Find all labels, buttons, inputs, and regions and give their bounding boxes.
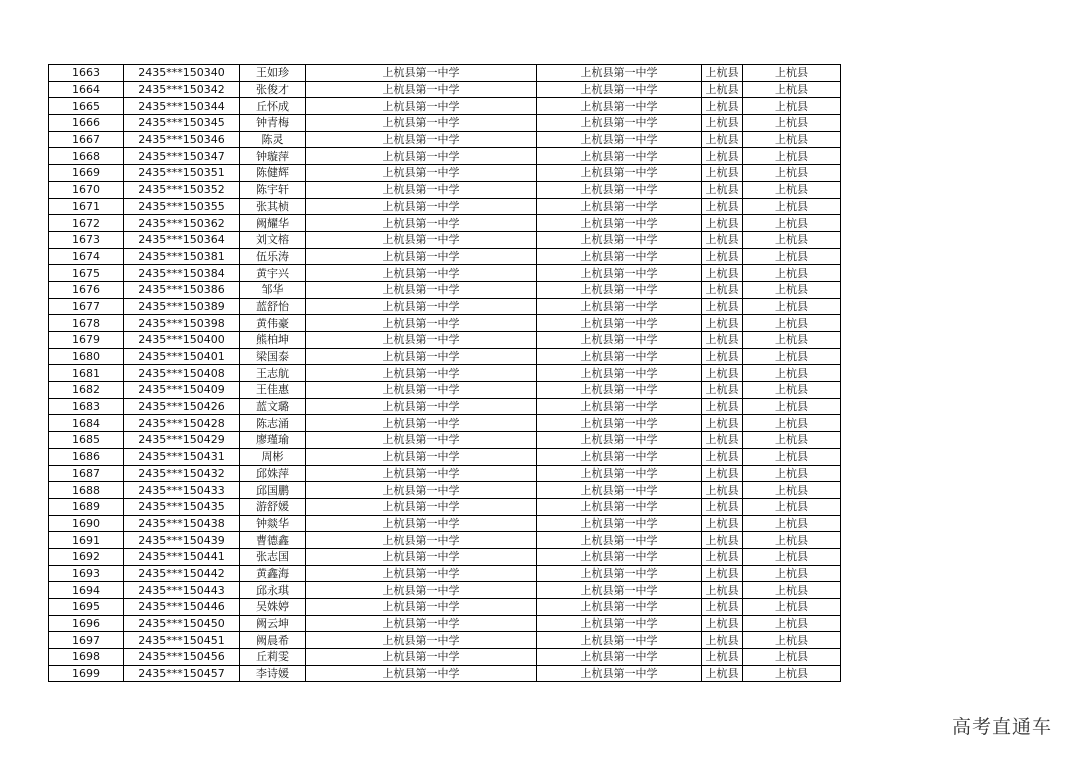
exam-id-cell: 2435***150446 [124,599,240,616]
seq-cell: 1686 [49,448,124,465]
exam-id-cell: 2435***150409 [124,382,240,399]
admission-school-cell: 上杭县第一中学 [537,599,702,616]
name-cell: 蓝舒怡 [240,298,306,315]
admission-school-cell: 上杭县第一中学 [537,465,702,482]
table-row [49,649,841,666]
name-cell: 钟燚华 [240,515,306,532]
county-cell: 上杭县 [702,165,743,182]
name-cell: 张俊才 [240,81,306,98]
county-cell: 上杭县 [702,548,743,565]
county-cell: 上杭县 [702,281,743,298]
admission-school-cell: 上杭县第一中学 [537,81,702,98]
region-cell: 上杭县 [743,248,841,265]
school-cell: 上杭县第一中学 [306,548,537,565]
county-cell: 上杭县 [702,565,743,582]
region-cell: 上杭县 [743,432,841,449]
admission-school-cell: 上杭县第一中学 [537,532,702,549]
table-row [49,98,841,115]
table-row [49,298,841,315]
table-row [49,65,841,82]
name-cell: 伍乐涛 [240,248,306,265]
table-row [49,448,841,465]
admission-school-cell: 上杭县第一中学 [537,365,702,382]
table-row [49,482,841,499]
name-cell: 张其桢 [240,198,306,215]
admission-school-cell: 上杭县第一中学 [537,148,702,165]
table-row [49,332,841,349]
table-row [49,665,841,682]
name-cell: 陈志涌 [240,415,306,432]
name-cell: 阙云坤 [240,615,306,632]
seq-cell: 1668 [49,148,124,165]
name-cell: 陈健辉 [240,165,306,182]
admission-school-cell: 上杭县第一中学 [537,582,702,599]
exam-id-cell: 2435***150441 [124,548,240,565]
name-cell: 黄宇兴 [240,265,306,282]
county-cell: 上杭县 [702,332,743,349]
admission-school-cell: 上杭县第一中学 [537,131,702,148]
school-cell: 上杭县第一中学 [306,665,537,682]
county-cell: 上杭县 [702,65,743,82]
county-cell: 上杭县 [702,382,743,399]
exam-id-cell: 2435***150381 [124,248,240,265]
table-row [49,215,841,232]
table-row [49,398,841,415]
exam-id-cell: 2435***150384 [124,265,240,282]
name-cell: 钟青梅 [240,115,306,132]
table-row [49,248,841,265]
exam-id-cell: 2435***150450 [124,615,240,632]
admission-school-cell: 上杭县第一中学 [537,281,702,298]
seq-cell: 1688 [49,482,124,499]
region-cell: 上杭县 [743,532,841,549]
region-cell: 上杭县 [743,115,841,132]
region-cell: 上杭县 [743,65,841,82]
school-cell: 上杭县第一中学 [306,148,537,165]
school-cell: 上杭县第一中学 [306,215,537,232]
admission-school-cell: 上杭县第一中学 [537,265,702,282]
exam-id-cell: 2435***150442 [124,565,240,582]
school-cell: 上杭县第一中学 [306,248,537,265]
table-row [49,582,841,599]
exam-id-cell: 2435***150389 [124,298,240,315]
admission-school-cell: 上杭县第一中学 [537,332,702,349]
region-cell: 上杭县 [743,165,841,182]
county-cell: 上杭县 [702,365,743,382]
name-cell: 廖瑾瑜 [240,432,306,449]
table-row [49,148,841,165]
seq-cell: 1681 [49,365,124,382]
name-cell: 梁国泰 [240,348,306,365]
exam-id-cell: 2435***150342 [124,81,240,98]
exam-id-cell: 2435***150426 [124,398,240,415]
name-cell: 张志国 [240,548,306,565]
county-cell: 上杭县 [702,498,743,515]
county-cell: 上杭县 [702,615,743,632]
admission-school-cell: 上杭县第一中学 [537,115,702,132]
name-cell: 丘莉雯 [240,649,306,666]
table-row [49,498,841,515]
region-cell: 上杭县 [743,615,841,632]
table-row [49,432,841,449]
table-row [49,415,841,432]
table-row [49,615,841,632]
school-cell: 上杭县第一中学 [306,448,537,465]
name-cell: 丘怀成 [240,98,306,115]
exam-id-cell: 2435***150351 [124,165,240,182]
region-cell: 上杭县 [743,181,841,198]
admission-school-cell: 上杭县第一中学 [537,665,702,682]
admission-school-cell: 上杭县第一中学 [537,65,702,82]
exam-id-cell: 2435***150386 [124,281,240,298]
school-cell: 上杭县第一中学 [306,198,537,215]
region-cell: 上杭县 [743,265,841,282]
county-cell: 上杭县 [702,248,743,265]
table-row [49,81,841,98]
seq-cell: 1695 [49,599,124,616]
admission-school-cell: 上杭县第一中学 [537,298,702,315]
exam-id-cell: 2435***150345 [124,115,240,132]
school-cell: 上杭县第一中学 [306,632,537,649]
county-cell: 上杭县 [702,515,743,532]
school-cell: 上杭县第一中学 [306,98,537,115]
region-cell: 上杭县 [743,565,841,582]
region-cell: 上杭县 [743,482,841,499]
roster-body [49,65,841,682]
roster-table [48,64,841,682]
name-cell: 阙耀华 [240,215,306,232]
seq-cell: 1672 [49,215,124,232]
seq-cell: 1696 [49,615,124,632]
table-row [49,231,841,248]
county-cell: 上杭县 [702,131,743,148]
seq-cell: 1691 [49,532,124,549]
name-cell: 钟璇萍 [240,148,306,165]
table-row [49,198,841,215]
school-cell: 上杭县第一中学 [306,582,537,599]
school-cell: 上杭县第一中学 [306,281,537,298]
county-cell: 上杭县 [702,298,743,315]
seq-cell: 1683 [49,398,124,415]
seq-cell: 1687 [49,465,124,482]
seq-cell: 1666 [49,115,124,132]
table-row [49,315,841,332]
school-cell: 上杭县第一中学 [306,65,537,82]
county-cell: 上杭县 [702,632,743,649]
table-row [49,632,841,649]
region-cell: 上杭县 [743,398,841,415]
seq-cell: 1675 [49,265,124,282]
seq-cell: 1679 [49,332,124,349]
school-cell: 上杭县第一中学 [306,348,537,365]
admission-school-cell: 上杭县第一中学 [537,615,702,632]
table-row [49,515,841,532]
school-cell: 上杭县第一中学 [306,482,537,499]
seq-cell: 1677 [49,298,124,315]
school-cell: 上杭县第一中学 [306,181,537,198]
seq-cell: 1676 [49,281,124,298]
name-cell: 陈宇轩 [240,181,306,198]
school-cell: 上杭县第一中学 [306,398,537,415]
school-cell: 上杭县第一中学 [306,465,537,482]
region-cell: 上杭县 [743,98,841,115]
exam-id-cell: 2435***150431 [124,448,240,465]
admission-school-cell: 上杭县第一中学 [537,398,702,415]
seq-cell: 1674 [49,248,124,265]
name-cell: 邹华 [240,281,306,298]
exam-id-cell: 2435***150439 [124,532,240,549]
school-cell: 上杭县第一中学 [306,265,537,282]
table-row [49,115,841,132]
region-cell: 上杭县 [743,231,841,248]
exam-id-cell: 2435***150443 [124,582,240,599]
county-cell: 上杭县 [702,115,743,132]
county-cell: 上杭县 [702,231,743,248]
county-cell: 上杭县 [702,315,743,332]
school-cell: 上杭县第一中学 [306,81,537,98]
table-row [49,348,841,365]
county-cell: 上杭县 [702,415,743,432]
exam-id-cell: 2435***150362 [124,215,240,232]
admission-school-cell: 上杭县第一中学 [537,482,702,499]
name-cell: 王如珍 [240,65,306,82]
exam-id-cell: 2435***150340 [124,65,240,82]
name-cell: 周彬 [240,448,306,465]
exam-id-cell: 2435***150451 [124,632,240,649]
admission-school-cell: 上杭县第一中学 [537,448,702,465]
exam-id-cell: 2435***150346 [124,131,240,148]
exam-id-cell: 2435***150438 [124,515,240,532]
exam-id-cell: 2435***150433 [124,482,240,499]
seq-cell: 1684 [49,415,124,432]
seq-cell: 1682 [49,382,124,399]
seq-cell: 1663 [49,65,124,82]
county-cell: 上杭县 [702,482,743,499]
seq-cell: 1699 [49,665,124,682]
name-cell: 曹德鑫 [240,532,306,549]
school-cell: 上杭县第一中学 [306,131,537,148]
seq-cell: 1693 [49,565,124,582]
school-cell: 上杭县第一中学 [306,649,537,666]
exam-id-cell: 2435***150457 [124,665,240,682]
name-cell: 熊柏坤 [240,332,306,349]
exam-id-cell: 2435***150352 [124,181,240,198]
name-cell: 王佳惠 [240,382,306,399]
seq-cell: 1692 [49,548,124,565]
region-cell: 上杭县 [743,465,841,482]
region-cell: 上杭县 [743,215,841,232]
county-cell: 上杭县 [702,532,743,549]
name-cell: 阙晨希 [240,632,306,649]
region-cell: 上杭县 [743,582,841,599]
region-cell: 上杭县 [743,298,841,315]
admission-school-cell: 上杭县第一中学 [537,215,702,232]
exam-id-cell: 2435***150355 [124,198,240,215]
exam-id-cell: 2435***150408 [124,365,240,382]
seq-cell: 1665 [49,98,124,115]
exam-id-cell: 2435***150401 [124,348,240,365]
seq-cell: 1670 [49,181,124,198]
admission-school-cell: 上杭县第一中学 [537,382,702,399]
school-cell: 上杭县第一中学 [306,115,537,132]
exam-id-cell: 2435***150398 [124,315,240,332]
region-cell: 上杭县 [743,348,841,365]
county-cell: 上杭县 [702,215,743,232]
name-cell: 刘文榕 [240,231,306,248]
region-cell: 上杭县 [743,548,841,565]
county-cell: 上杭县 [702,265,743,282]
seq-cell: 1667 [49,131,124,148]
county-cell: 上杭县 [702,81,743,98]
seq-cell: 1689 [49,498,124,515]
region-cell: 上杭县 [743,599,841,616]
county-cell: 上杭县 [702,665,743,682]
county-cell: 上杭县 [702,465,743,482]
watermark-text: 高考直通车 [951,716,1052,738]
exam-id-cell: 2435***150456 [124,649,240,666]
seq-cell: 1685 [49,432,124,449]
table-row [49,465,841,482]
name-cell: 王志航 [240,365,306,382]
admission-school-cell: 上杭县第一中学 [537,165,702,182]
admission-school-cell: 上杭县第一中学 [537,231,702,248]
region-cell: 上杭县 [743,665,841,682]
county-cell: 上杭县 [702,98,743,115]
table-row [49,281,841,298]
region-cell: 上杭县 [743,131,841,148]
exam-id-cell: 2435***150347 [124,148,240,165]
region-cell: 上杭县 [743,415,841,432]
admission-school-cell: 上杭县第一中学 [537,565,702,582]
school-cell: 上杭县第一中学 [306,498,537,515]
seq-cell: 1671 [49,198,124,215]
exam-id-cell: 2435***150435 [124,498,240,515]
region-cell: 上杭县 [743,281,841,298]
table-row [49,532,841,549]
admission-school-cell: 上杭县第一中学 [537,98,702,115]
admission-school-cell: 上杭县第一中学 [537,348,702,365]
seq-cell: 1697 [49,632,124,649]
table-row [49,548,841,565]
county-cell: 上杭县 [702,599,743,616]
admission-school-cell: 上杭县第一中学 [537,432,702,449]
admission-school-cell: 上杭县第一中学 [537,198,702,215]
school-cell: 上杭县第一中学 [306,382,537,399]
seq-cell: 1698 [49,649,124,666]
school-cell: 上杭县第一中学 [306,231,537,248]
county-cell: 上杭县 [702,398,743,415]
name-cell: 邱国鹏 [240,482,306,499]
seq-cell: 1690 [49,515,124,532]
seq-cell: 1680 [49,348,124,365]
school-cell: 上杭县第一中学 [306,515,537,532]
admission-school-cell: 上杭县第一中学 [537,498,702,515]
school-cell: 上杭县第一中学 [306,365,537,382]
region-cell: 上杭县 [743,198,841,215]
region-cell: 上杭县 [743,332,841,349]
school-cell: 上杭县第一中学 [306,415,537,432]
admission-school-cell: 上杭县第一中学 [537,415,702,432]
exam-id-cell: 2435***150400 [124,332,240,349]
table-row [49,365,841,382]
county-cell: 上杭县 [702,348,743,365]
table-row [49,599,841,616]
admission-school-cell: 上杭县第一中学 [537,649,702,666]
county-cell: 上杭县 [702,649,743,666]
name-cell: 邱永琪 [240,582,306,599]
school-cell: 上杭县第一中学 [306,565,537,582]
region-cell: 上杭县 [743,315,841,332]
seq-cell: 1664 [49,81,124,98]
school-cell: 上杭县第一中学 [306,432,537,449]
admission-school-cell: 上杭县第一中学 [537,315,702,332]
exam-id-cell: 2435***150432 [124,465,240,482]
admission-school-cell: 上杭县第一中学 [537,515,702,532]
table-row [49,265,841,282]
county-cell: 上杭县 [702,582,743,599]
region-cell: 上杭县 [743,365,841,382]
exam-id-cell: 2435***150364 [124,231,240,248]
admission-school-cell: 上杭县第一中学 [537,181,702,198]
region-cell: 上杭县 [743,81,841,98]
school-cell: 上杭县第一中学 [306,615,537,632]
admission-school-cell: 上杭县第一中学 [537,632,702,649]
name-cell: 游舒媛 [240,498,306,515]
school-cell: 上杭县第一中学 [306,599,537,616]
table-row [49,131,841,148]
seq-cell: 1669 [49,165,124,182]
region-cell: 上杭县 [743,382,841,399]
name-cell: 李诗媛 [240,665,306,682]
county-cell: 上杭县 [702,198,743,215]
school-cell: 上杭县第一中学 [306,298,537,315]
exam-id-cell: 2435***150429 [124,432,240,449]
region-cell: 上杭县 [743,498,841,515]
county-cell: 上杭县 [702,432,743,449]
school-cell: 上杭县第一中学 [306,332,537,349]
name-cell: 黄鑫海 [240,565,306,582]
name-cell: 吴姝婷 [240,599,306,616]
seq-cell: 1673 [49,231,124,248]
region-cell: 上杭县 [743,632,841,649]
table-row [49,165,841,182]
table-row [49,382,841,399]
seq-cell: 1678 [49,315,124,332]
school-cell: 上杭县第一中学 [306,532,537,549]
name-cell: 邱姝萍 [240,465,306,482]
name-cell: 陈灵 [240,131,306,148]
region-cell: 上杭县 [743,148,841,165]
exam-id-cell: 2435***150428 [124,415,240,432]
county-cell: 上杭县 [702,148,743,165]
table-row [49,181,841,198]
name-cell: 蓝文璐 [240,398,306,415]
region-cell: 上杭县 [743,448,841,465]
seq-cell: 1694 [49,582,124,599]
school-cell: 上杭县第一中学 [306,315,537,332]
school-cell: 上杭县第一中学 [306,165,537,182]
county-cell: 上杭县 [702,448,743,465]
region-cell: 上杭县 [743,515,841,532]
county-cell: 上杭县 [702,181,743,198]
table-row [49,565,841,582]
admission-school-cell: 上杭县第一中学 [537,548,702,565]
region-cell: 上杭县 [743,649,841,666]
name-cell: 黄伟豪 [240,315,306,332]
exam-id-cell: 2435***150344 [124,98,240,115]
admission-school-cell: 上杭县第一中学 [537,248,702,265]
